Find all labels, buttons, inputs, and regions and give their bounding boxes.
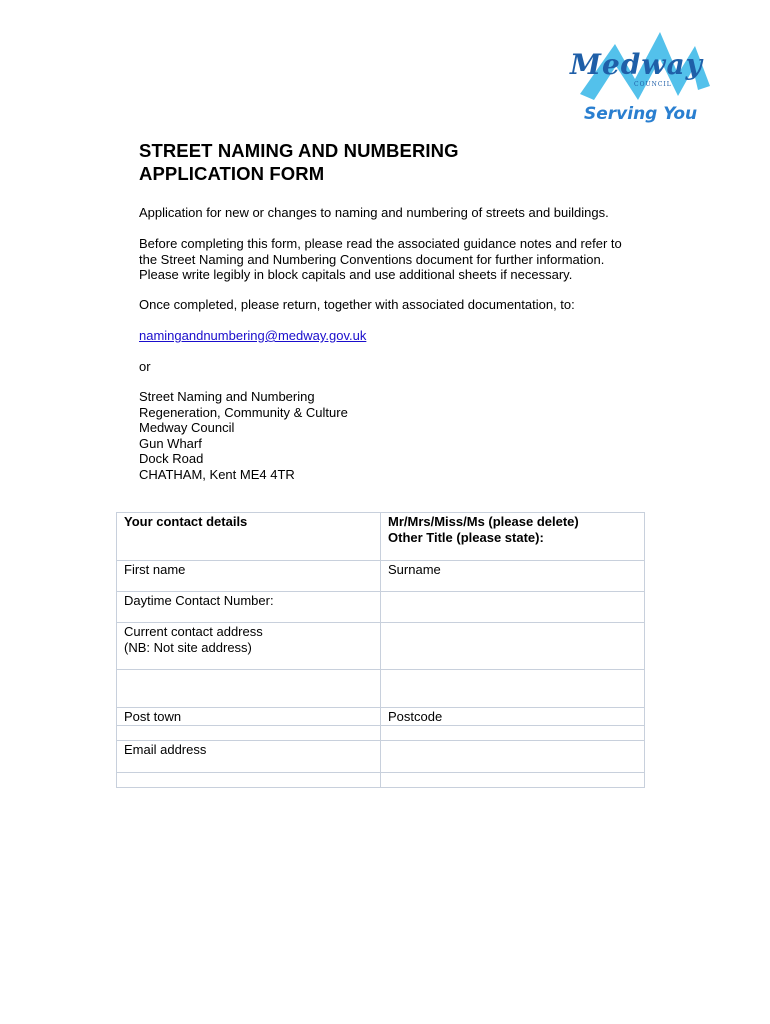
guidance-text [139,236,622,283]
daytime-number-field[interactable] [381,592,645,623]
address-line: Regeneration, Community & Culture [139,404,348,420]
title-line: APPLICATION FORM [139,163,325,184]
address-line: CHATHAM, Kent ME4 4TR [139,466,295,482]
title-field[interactable] [381,513,645,561]
contact-details-header [117,513,381,561]
table-row [117,513,645,561]
address-line: Gun Wharf [139,435,202,451]
page-title [139,139,459,185]
guidance-line: the Street Naming and Numbering Conventions document for further information. [139,251,605,267]
or-line: or [139,359,151,374]
table-row [117,561,645,592]
email-input[interactable] [117,772,381,787]
table-row [117,740,645,772]
address-field-extra[interactable] [117,670,381,708]
address-label: Current contact address [124,624,263,639]
daytime-number-label: Daytime Contact Number: [124,593,274,608]
address-field[interactable] [381,623,645,670]
surname-label: Surname [388,562,441,577]
logo-wordmark: Medway [570,48,703,81]
table-row [117,670,645,708]
first-name-field[interactable] [117,561,381,592]
return-instructions [139,297,575,313]
or-text [139,359,151,375]
contact-details-table [116,512,645,788]
address-field-extra[interactable] [381,670,645,708]
post-town-field[interactable] [117,708,381,726]
first-name-label: First name [124,562,186,577]
logo-council-text: COUNCIL [634,81,672,88]
post-town-input[interactable] [117,725,381,740]
surname-field[interactable] [381,561,645,592]
intro-text [139,205,609,221]
email-link[interactable]: namingandnumbering@medway.gov.uk [139,328,367,343]
medway-council-logo [560,24,730,134]
postcode-label: Postcode [388,709,443,724]
title-line: STREET NAMING AND NUMBERING [139,140,459,161]
table-row [117,708,645,726]
email-label-cell [117,740,381,772]
email-input[interactable] [381,772,645,787]
address-label-cell [117,623,381,670]
address-line: Dock Road [139,451,204,466]
email-paragraph [139,328,366,344]
address-line: Medway Council [139,420,235,435]
title-label: Mr/Mrs/Miss/Ms (please delete) [388,514,579,529]
table-row [117,772,645,787]
guidance-line: Please write legibly in block capitals and use additional sheets if necessary. [139,267,573,282]
postal-address [139,389,348,482]
table-row [117,592,645,623]
return-line: Once completed, please return, together with associated documentation, to: [139,297,575,312]
header-label: Your contact details [124,514,248,529]
intro-line: Application for new or changes to naming and numbering of streets and buildings. [139,205,609,220]
logo-tagline: Serving You [584,104,698,124]
email-label: Email address [124,741,207,757]
guidance-line: Before completing this form, please read the associated guidance notes and refer to [139,236,622,251]
post-town-label: Post town [124,709,182,724]
address-note: (NB: Not site address) [124,639,252,655]
table-row [117,623,645,670]
other-title-label: Other Title (please state): [388,529,544,545]
daytime-number-label-cell [117,592,381,623]
address-line: Street Naming and Numbering [139,389,315,404]
postcode-input[interactable] [381,725,645,740]
email-field[interactable] [381,740,645,772]
postcode-field[interactable] [381,708,645,726]
table-row [117,725,645,740]
